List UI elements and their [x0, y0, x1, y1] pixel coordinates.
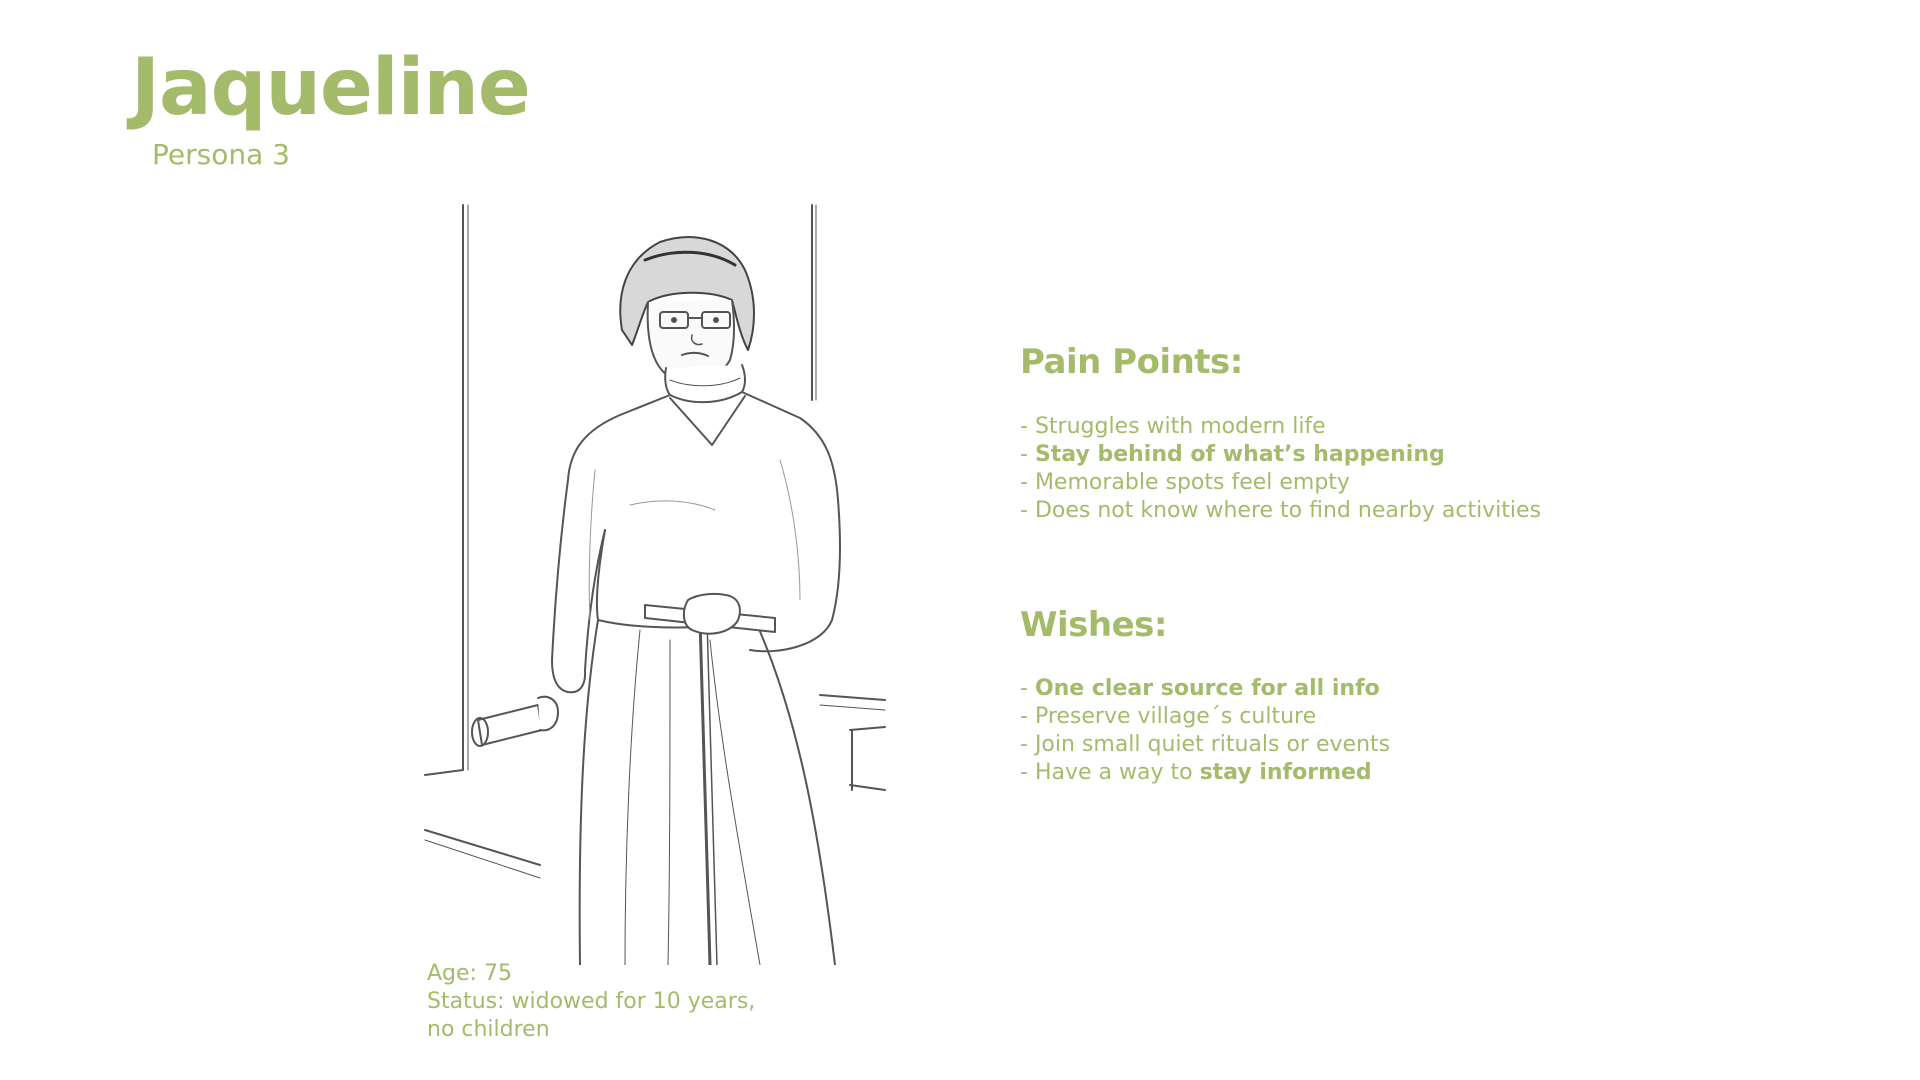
persona-name: Jaqueline — [131, 43, 530, 133]
pain-points-title: Pain Points: — [1020, 342, 1243, 382]
persona-info — [427, 960, 755, 1044]
wishes-title: Wishes: — [1020, 605, 1167, 645]
pain-points-list — [1020, 413, 1541, 525]
elderly-woman-sketch-icon — [420, 200, 890, 965]
wishes-list — [1020, 675, 1390, 787]
wish-item: - Preserve village´s culture — [1020, 704, 1317, 729]
wish-item: - Have a way to stay informed — [1020, 760, 1372, 785]
pain-point-item: - Stay behind of what’s happening — [1020, 442, 1445, 467]
persona-status-line1: Status: widowed for 10 years, — [427, 989, 756, 1014]
persona-status-line2: no children — [427, 1017, 550, 1042]
pain-point-item: - Memorable spots feel empty — [1020, 470, 1350, 495]
persona-age: Age: 75 — [427, 961, 512, 986]
wish-item: - Join small quiet rituals or events — [1020, 732, 1391, 757]
wish-item: - One clear source for all info — [1020, 676, 1380, 701]
pain-point-item: - Struggles with modern life — [1020, 414, 1326, 439]
pain-point-item: - Does not know where to find nearby activities — [1020, 498, 1542, 523]
persona-subtitle: Persona 3 — [152, 138, 290, 171]
